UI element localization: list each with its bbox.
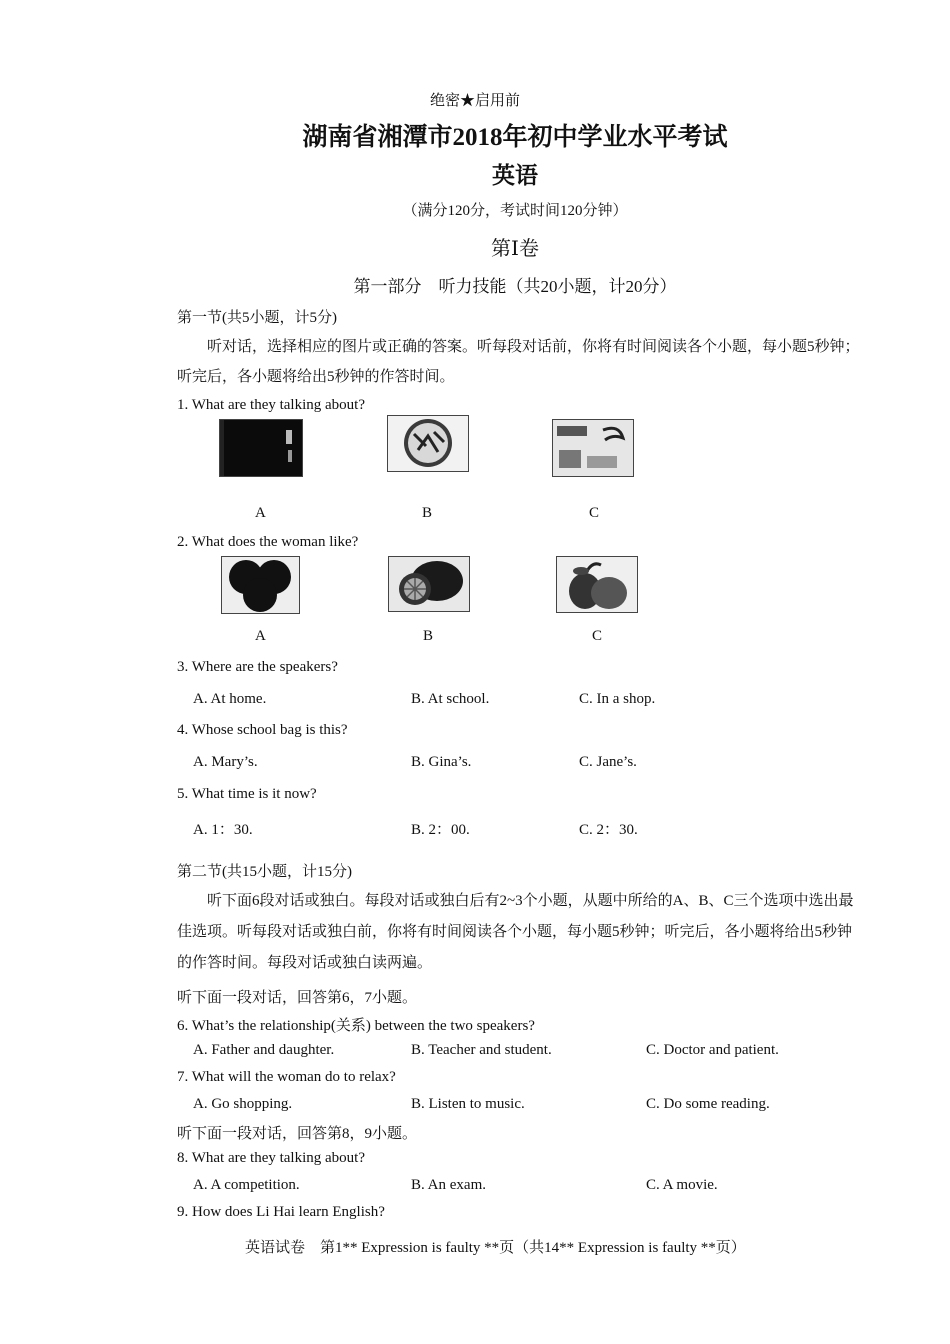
q6-option-c: C. Doctor and patient. <box>646 1042 779 1058</box>
question-3: 3. Where are the speakers? <box>177 659 338 675</box>
page-footer: 英语试卷 第1** Expression is faulty **页（共14** Expression is faulty **页） <box>245 1240 746 1256</box>
question-7: 7. What will the woman do to relax? <box>177 1069 396 1085</box>
q8-option-b: B. An exam. <box>411 1177 486 1193</box>
q8-option-c: C. A movie. <box>646 1177 718 1193</box>
question-4: 4. Whose school bag is this? <box>177 722 348 738</box>
q6-option-a: A. Father and daughter. <box>193 1042 335 1058</box>
q1-image-a <box>219 419 303 477</box>
q2-image-b <box>388 556 470 612</box>
q5-option-b: B. 2：00. <box>411 822 470 838</box>
q1-label-b: B <box>422 505 433 521</box>
section2-title: 第二节(共15小题，计15分) <box>177 864 352 880</box>
question-1: 1. What are they talking about? <box>177 397 365 413</box>
subject-title: 英语 <box>492 163 538 188</box>
poster-icon <box>553 420 633 476</box>
q1-image-c <box>552 419 634 477</box>
oranges-icon <box>222 557 299 613</box>
cue-6-7: 听下面一段对话，回答第6，7小题。 <box>177 990 418 1006</box>
q2-label-a: A <box>255 628 266 644</box>
q4-option-a: A. Mary’s. <box>193 754 258 770</box>
q7-option-c: C. Do some reading. <box>646 1096 770 1112</box>
q3-option-c: C. In a shop. <box>579 691 656 707</box>
q2-image-a <box>221 556 300 614</box>
chinese-seal-icon <box>388 416 468 471</box>
q1-image-b <box>387 415 469 472</box>
pears-icon <box>557 557 637 612</box>
q3-option-b: B. At school. <box>411 691 490 707</box>
q7-option-b: B. Listen to music. <box>411 1096 525 1112</box>
q1-label-c: C <box>589 505 600 521</box>
cut-orange-icon <box>389 557 469 611</box>
section1-title: 第一节(共5小题，计5分) <box>177 310 337 326</box>
q6-option-b: B. Teacher and student. <box>411 1042 552 1058</box>
part-title: 第一部分 听力技能（共20小题，计20分） <box>353 277 677 296</box>
q2-image-c <box>556 556 638 613</box>
volume-title: 第Ⅰ卷 <box>491 238 539 260</box>
question-2: 2. What does the woman like? <box>177 534 359 550</box>
question-8: 8. What are they talking about? <box>177 1150 365 1166</box>
section2-instructions: 听下面6段对话或独白。每段对话或独白后有2~3个小题，从题中所给的A、B、C三个选项中选出最佳选项。听每段对话或独白前，你将有时间阅读各个小题，每小题5秒钟；听完后，各小题将给出5秒钟的作答时间。每段对话或独白读两遍。 <box>177 893 854 971</box>
question-5: 5. What time is it now? <box>177 786 317 802</box>
q5-option-a: A. 1：30. <box>193 822 253 838</box>
q5-option-c: C. 2：30. <box>579 822 638 838</box>
section1-instructions: 听对话，选择相应的图片或正确的答案。听每段对话前，你将有时间阅读各个小题，每小题5秒钟；听完后，各小题将给出5秒钟的作答时间。 <box>177 339 860 385</box>
q4-option-b: B. Gina’s. <box>411 754 472 770</box>
exam-title: 湖南省湘潭市2018年初中学业水平考试 <box>302 124 728 151</box>
score-time: （满分120分，考试时间120分钟） <box>402 203 628 219</box>
secret-label: 绝密★启用前 <box>429 93 520 109</box>
q7-option-a: A. Go shopping. <box>193 1096 293 1112</box>
cue-8-9: 听下面一段对话，回答第8，9小题。 <box>177 1126 418 1142</box>
q3-option-a: A. At home. <box>193 691 267 707</box>
q2-label-b: B <box>423 628 434 644</box>
question-9: 9. How does Li Hai learn English? <box>177 1204 385 1220</box>
dark-scene-icon <box>220 420 302 476</box>
q1-label-a: A <box>255 505 266 521</box>
q4-option-c: C. Jane’s. <box>579 754 637 770</box>
question-6: 6. What’s the relationship(关系) between the two speakers? <box>177 1018 535 1034</box>
q8-option-a: A. A competition. <box>193 1177 300 1193</box>
q2-label-c: C <box>592 628 603 644</box>
